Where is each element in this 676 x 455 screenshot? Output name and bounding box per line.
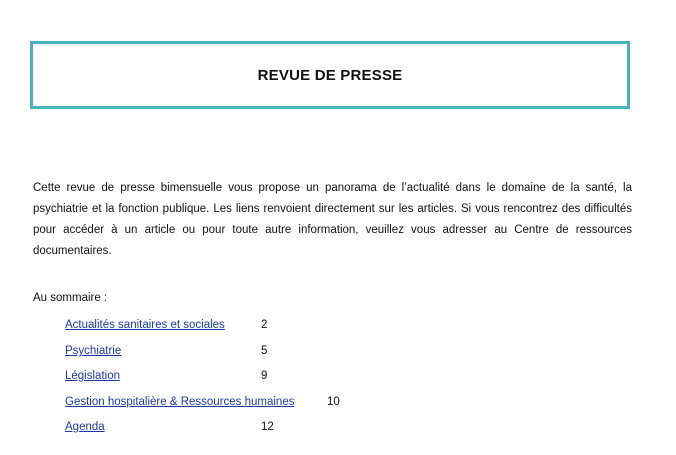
intro-paragraph: Cette revue de presse bimensuelle vous propose un panorama de l’actualité dans le domaine de la santé, la psychiatrie et la fonction publique. Les liens renvoient directement sur les articles. Si vous rencontrez des difficultés pour accéder à un article ou pour toute autre information, veuillez vous adresser au Centre de ressources documentaires.	[33, 182, 632, 257]
toc-page-number: 2	[261, 319, 268, 331]
toc-link-psychiatrie[interactable]: Psychiatrie	[65, 345, 122, 357]
toc-page-number: 12	[261, 421, 274, 433]
toc-page-number: 9	[261, 370, 268, 382]
toc-heading: Au sommaire :	[33, 292, 108, 304]
document-title: REVUE DE PRESSE	[257, 66, 403, 84]
title-box	[30, 41, 630, 109]
toc-link-agenda[interactable]: Agenda	[65, 421, 105, 433]
toc-link-legislation[interactable]: Législation	[65, 370, 120, 382]
toc-link-actualites[interactable]: Actualités sanitaires et sociales	[65, 319, 225, 331]
toc-link-gestion[interactable]: Gestion hospitalière & Ressources humaines	[65, 396, 295, 408]
toc-page-number: 5	[261, 345, 268, 357]
toc-page-number: 10	[327, 396, 340, 408]
